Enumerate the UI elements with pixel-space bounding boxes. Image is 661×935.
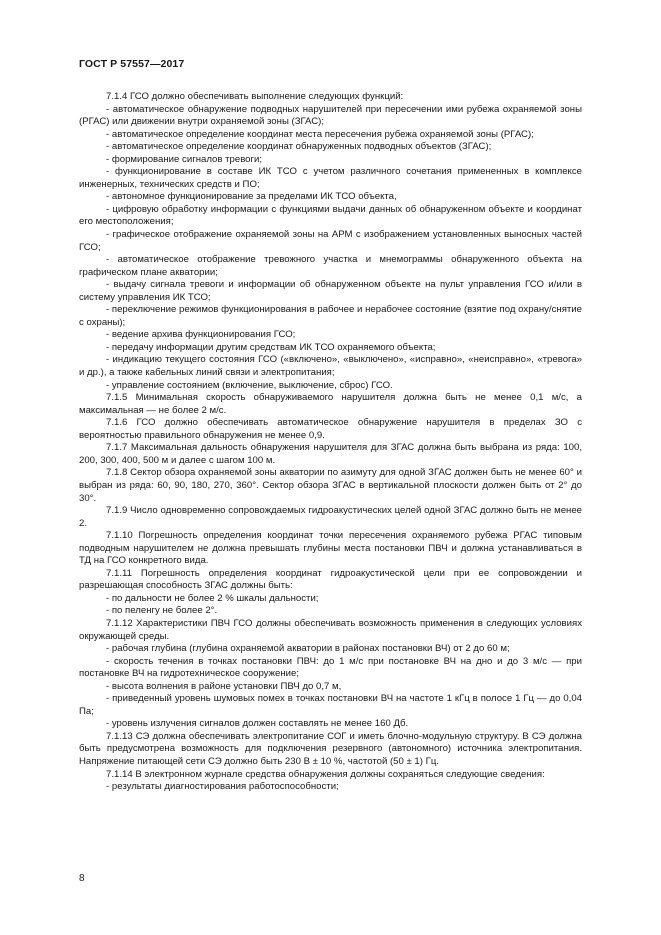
paragraph: - ведение архива функционирования ГСО;	[106, 329, 296, 341]
paragraph: - автоматическое отображение тревожного участка и мнемограммы обнаруженного объекта на графическом плане акватории;	[79, 254, 582, 278]
page-number: 8	[79, 873, 85, 884]
paragraph: - по дальности не более 2 % шкалы дальности;	[106, 592, 319, 604]
paragraph: - формирование сигналов тревоги;	[106, 153, 263, 165]
document-header: ГОСТ Р 57557—2017	[79, 58, 185, 70]
paragraph: - приведенный уровень шумовых помех в точках постановки ВЧ на частоте 1 кГц в полосе 1 Гц — до 0,04 Па;	[79, 693, 582, 717]
paragraph: - индикацию текущего состояния ГСО («включено», «выключено», «исправно», «неисправно», «тревога» и др.), а также кабельных линий связи и электропитания;	[79, 354, 582, 379]
paragraph: - высота волнения в районе установки ПВЧ до 0,7 м,	[106, 680, 342, 692]
paragraph: 7.1.5 Минимальная скорость обнаруживаемого нарушителя должна быть не менее 0,1 м/с, а максимальная — не более 2 м/с.	[79, 392, 582, 416]
paragraph: - результаты диагностирования работоспособности;	[106, 781, 339, 793]
paragraph: - выдачу сигнала тревоги и информации об обнаруженном объекте на пульт управления ГСО и/или в систему управления ИК ТСО;	[79, 279, 582, 303]
paragraph: - уровень излучения сигналов должен составлять не менее 160 Дб.	[106, 718, 409, 730]
paragraph: - переключение режимов функционирования в рабочее и нерабочее состояние (взятие под охрану/снятие с охраны);	[79, 304, 582, 328]
paragraph: - автоматическое обнаружение подводных нарушителей при пересечении ими рубежа охраняемой зоны (РГАС) или движении внутри охраняемой зоны (ЗГАС);	[79, 103, 582, 128]
paragraph: 7.1.13 СЭ должна обеспечивать электропитание СОГ и иметь блочно-модульную структуру. В СЭ должна быть предусмотрена возможность для подключения резервного (автономного) источника электропитания. Напряжение питающей сети СЭ должно быть 230 В ± 10 %, частотой (50 ± 1) Гц.	[79, 730, 582, 767]
paragraph: - графическое отображение охраняемой зоны на АРМ с изображением установленных выносных частей ГСО;	[79, 229, 582, 253]
paragraph: 7.1.7 Максимальная дальность обнаружения нарушителя для ЗГАС должна быть выбрана из ряда: 100, 200, 300, 400, 500 м и далее с шагом 100 м.	[79, 442, 582, 466]
paragraph: 7.1.12 Характеристики ПВЧ ГСО должны обеспечивать возможность применения в следующих условиях окружающей среды.	[79, 617, 582, 642]
paragraph: 7.1.4 ГСО должно обеспечивать выполнение следующих функций:	[106, 91, 404, 102]
paragraph: - скорость течения в точках постановки ПВЧ: до 1 м/с при постановке ВЧ на дно и до 3 м/с — при постановке ВЧ на гидротехническое сооружение;	[79, 655, 582, 680]
paragraph: - функционирование в составе ИК ТСО с учетом различного сочетания примененных в комплексе инженерных, технических средств и ПО;	[79, 166, 582, 190]
paragraph: 7.1.10 Погрешность определения координат точки пересечения охраняемого рубежа РГАС типовым подводным нарушителем не должна превышать глубины места постановки ПВЧ и должна устанавливаться в ТД на ГСО конкретного вида.	[79, 530, 582, 567]
paragraph: 7.1.9 Число одновременно сопровождаемых гидроакустических целей одной ЗГАС должно быть не менее 2.	[79, 505, 582, 529]
paragraph: - автоматическое определение координат места пересечения рубежа охраняемой зоны (РГАС);	[106, 128, 534, 140]
paragraph: 7.1.11 Погрешность определения координат гидроакустической цели при ее сопровождении и разрешающая способность ЗГАС должны быть:	[79, 567, 582, 592]
paragraph: 7.1.14 В электронном журнале средства обнаружения должны сохраняться следующие сведения:	[106, 768, 545, 780]
paragraph: - автономное функционирование за пределами ИК ТСО объекта,	[106, 191, 397, 203]
paragraph: - управление состоянием (включение, выключение, сброс) ГСО.	[106, 379, 393, 391]
paragraph: - рабочая глубина (глубина охраняемой акватории в районах постановки ВЧ) от 2 до 60 м;	[106, 643, 510, 655]
paragraph: - цифровую обработку информации с функциями выдачи данных об обнаруженном объекте и координат его местоположения;	[79, 203, 582, 228]
paragraph: 7.1.8 Сектор обзора охраняемой зоны акватории по азимуту для одной ЗГАС должен быть не менее 60° и выбран из ряда: 60, 90, 180, 270, 360°. Сектор обзора ЗГАС в вертикальной плоскости должен быть от 2° до 30°.	[79, 467, 582, 504]
paragraph: 7.1.6 ГСО должно обеспечивать автоматическое обнаружение нарушителя в пределах ЗО с вероятностью правильного обнаружения не менее 0,9.	[79, 417, 582, 441]
paragraph: - по пеленгу не более 2°.	[106, 605, 218, 617]
document-body	[79, 91, 582, 794]
paragraph: - автоматическое определение координат обнаруженных подводных объектов (ЗГАС);	[106, 141, 492, 153]
paragraph: - передачу информации другим средствам ИК ТСО охраняемого объекта;	[106, 341, 436, 353]
